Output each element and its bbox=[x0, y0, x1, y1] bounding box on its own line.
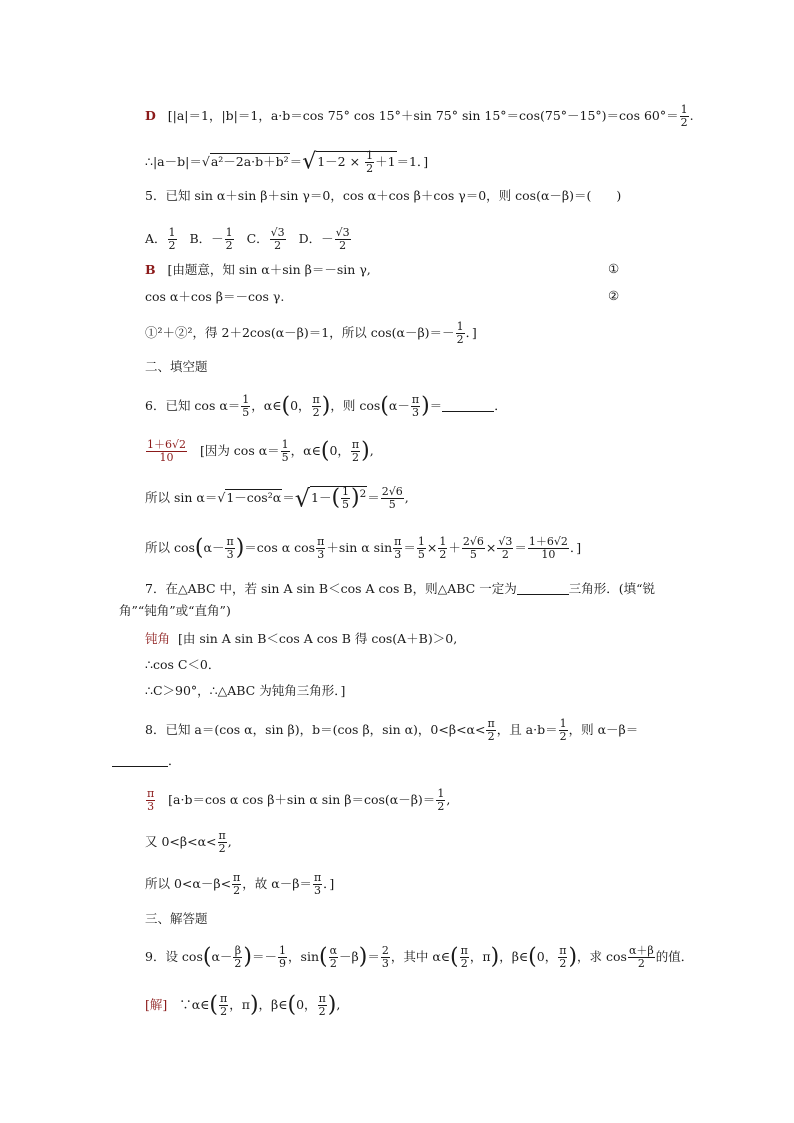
q6-solution-3: 所以 cos(α－ $\frac{\pi}{3}$ )＝cos α cos $\frac{\pi}{3}$ ＋sin α sin $\frac{\pi}{3}$ ＝ $\frac{1}{5}$ × $\frac{1}{2}$ ＋ $\frac{2√6}{5}$ × $\frac{√3}{2}$ ＝ $\frac{1+6√2}{10}$ ．] bbox=[145, 535, 582, 561]
q5-solution-3: ①²＋②²，得 2＋2cos(α－β)＝1，所以 cos(α－β)＝－ $\frac{1}{2}$ ．] bbox=[145, 320, 477, 346]
q7-solution-3: ∴C＞90°，∴△ABC 为钝角三角形．] bbox=[145, 683, 346, 698]
q5-mark-1: ① bbox=[608, 261, 620, 276]
q7-solution-2: ∴cos C＜0． bbox=[145, 657, 221, 672]
q6-answer: $\frac{1+6√2}{10}$ bbox=[147, 438, 187, 464]
q5-options: A． $\frac{1}{2}$ B．－ $\frac{1}{2}$ C． $\frac{√3}{2}$ D．－ $\frac{√3}{2}$ bbox=[145, 226, 350, 252]
q8-solution-3: 所以 0<α－β< $\frac{\pi}{2}$ ，故 α－β＝ $\frac{\pi}{3}$ ．] bbox=[145, 871, 335, 897]
q6-solution-2: 所以 sin α＝√1－cos²α＝√1－( $\frac{1}{5}$ )$^2$＝ $\frac{2√6}{5}$ , bbox=[145, 484, 409, 513]
section-fill-in: 二、填空题 bbox=[145, 359, 208, 374]
q5-option-c: C． bbox=[246, 231, 269, 246]
q7-blank bbox=[517, 594, 569, 595]
q7-answer: 钝角 bbox=[145, 631, 171, 646]
q5-solution-2: cos α＋cos β＝－cos γ. bbox=[145, 289, 285, 304]
q5-stem: 5．已知 sin α＋sin β＋sin γ＝0，cos α＋cos β＋cos γ＝0，则 cos(α－β)＝( ) bbox=[145, 188, 622, 203]
q8-stem-1: 8．已知 a＝(cos α，sin β)，b＝(cos β，sin α)，0<β<α< $\frac{\pi}{2}$ ，且 a·b＝ $\frac{1}{2}$ ，则 α－β＝ bbox=[145, 717, 639, 743]
q4-answer-letter: D bbox=[145, 108, 156, 123]
q5-option-b: B．－ bbox=[189, 231, 224, 246]
q5-answer-letter: B bbox=[145, 262, 156, 277]
q8-solution-1: $\frac{\pi}{3}$ [a·b＝cos α cos β＋sin α sin β＝cos(α－β)＝ $\frac{1}{2}$ , bbox=[147, 787, 451, 813]
q9-solution-1: [解] ∵α∈( $\frac{\pi}{2}$ ，π)，β∈(0， $\frac{\pi}{2}$ ), bbox=[145, 992, 341, 1018]
q9-stem: 9．设 cos(α－ $\frac{\beta}{2}$ )＝－ $\frac{1}{9}$ ，sin( $\frac{\alpha}{2}$ －β)＝ $\frac{2}{3}$ ，其中 α∈( $\frac{\pi}{2}$ ，π)，β∈(0， $\frac{\pi}{2}$ )，求 cos $\frac{\alpha+\beta}{2}$ 的值． bbox=[145, 944, 694, 970]
q8-solution-2: 又 0<β<α< $\frac{\pi}{2}$ , bbox=[145, 829, 232, 855]
q4-answer-line1: D [|a|＝1，|b|＝1，a·b＝cos 75° cos 15°＋sin 75° sin 15°＝cos(75°－15°)＝cos 60°＝ $\frac{1}{2}$ . bbox=[145, 103, 694, 129]
q5-option-a: A． bbox=[145, 231, 167, 246]
q4-answer-line2: ∴|a－b|＝√a²－2a·b＋b²＝√1－2 × $\frac{1}{2}$ ＋1＝1．] bbox=[145, 149, 429, 175]
q6-stem: 6．已知 cos α＝ $\frac{1}{5}$ ，α∈(0， $\frac{\pi}{2}$ )，则 cos(α－ $\frac{\pi}{3}$ )＝ ． bbox=[145, 393, 507, 419]
q5-solution-1: B [由题意，知 sin α＋sin β＝－sin γ, bbox=[145, 262, 371, 277]
q9-solution-tag: [解] bbox=[145, 997, 168, 1012]
section-solve: 三、解答题 bbox=[145, 911, 208, 926]
q5-option-d: D．－ bbox=[298, 231, 334, 246]
q6-blank bbox=[442, 411, 494, 412]
q7-solution-1: 钝角 [由 sin A sin B＜cos A cos B 得 cos(A＋B)＞0, bbox=[145, 631, 458, 646]
q7-stem-2: 角”“钝角”或“直角”) bbox=[119, 603, 231, 618]
q6-solution-1: $\frac{1+6√2}{10}$ [因为 cos α＝ $\frac{1}{5}$ ，α∈(0， $\frac{\pi}{2}$ ), bbox=[147, 438, 374, 464]
q7-stem-1: 7．在△ABC 中，若 sin A sin B＜cos A cos B，则△ABC 一定为 三角形．(填“锐 bbox=[145, 581, 655, 596]
q5-mark-2: ② bbox=[608, 288, 620, 303]
q4-frac: $\frac{1}{2}$ bbox=[680, 103, 688, 129]
q8-stem-2: ． bbox=[112, 752, 181, 770]
q8-blank bbox=[112, 766, 168, 767]
q8-answer: $\frac{\pi}{3}$ bbox=[147, 787, 155, 813]
q4-answer-text: [|a|＝1，|b|＝1，a·b＝cos 75° cos 15°＋sin 75° sin 15°＝cos(75°－15°)＝cos 60°＝ bbox=[167, 108, 679, 123]
